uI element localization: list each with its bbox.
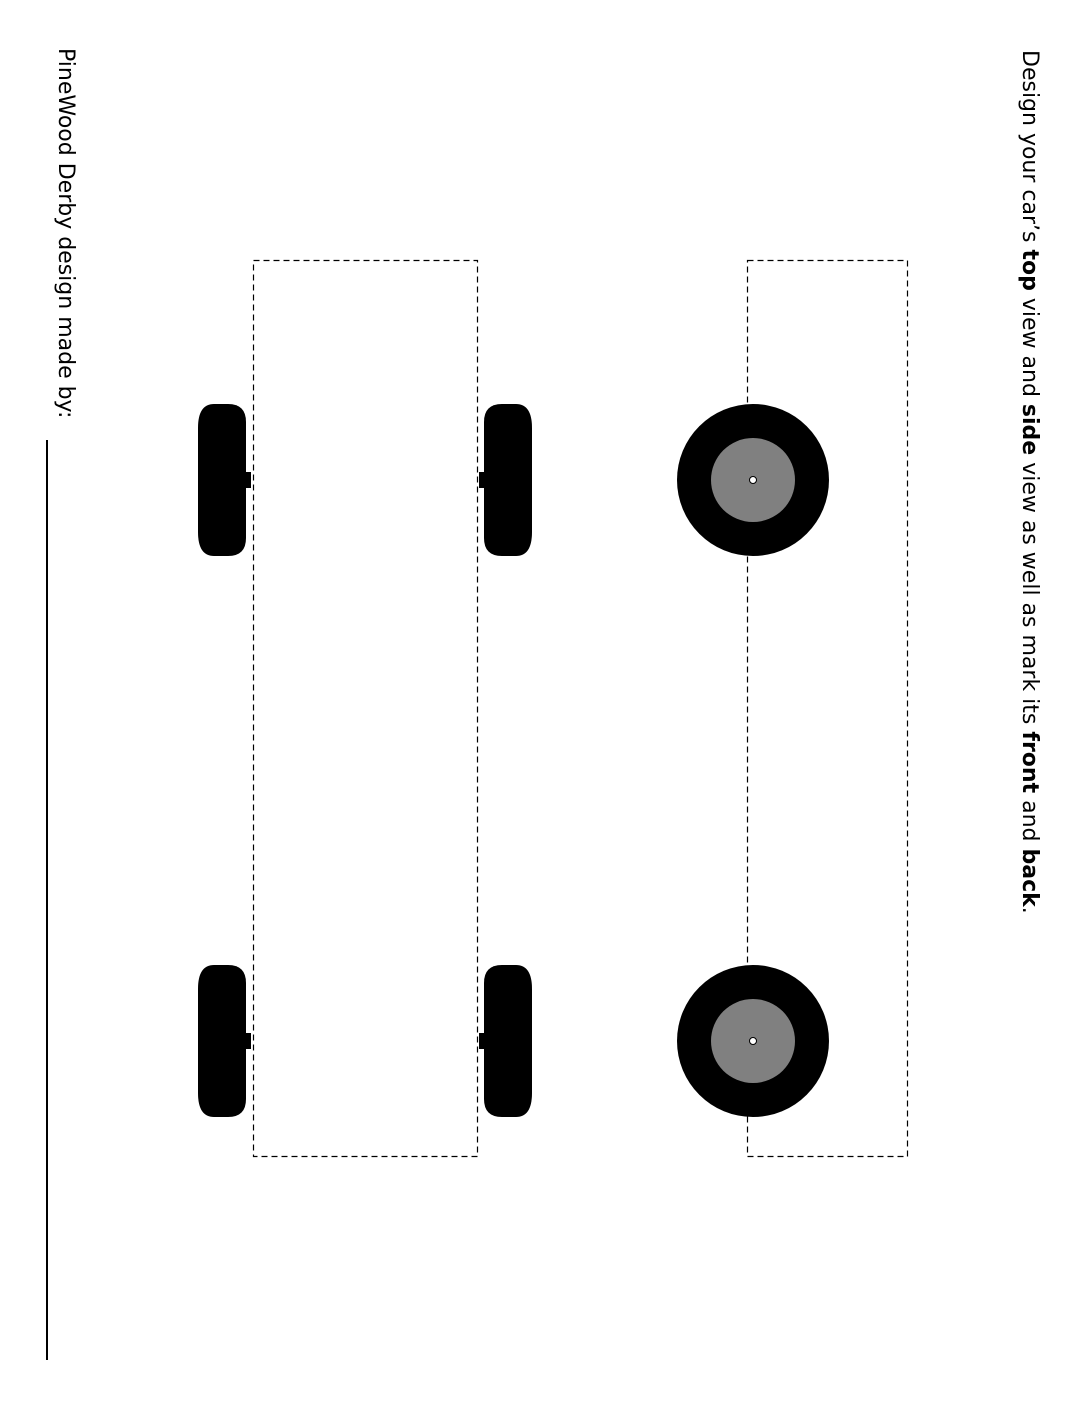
top-tire-icon xyxy=(484,965,532,1117)
axle-stub-icon xyxy=(479,1033,485,1049)
top-tire-icon xyxy=(484,404,532,556)
instr-front-word: front xyxy=(1017,731,1042,794)
instr-part-3: view as well as mark its xyxy=(1017,455,1042,732)
top-wheel-front-right xyxy=(479,404,532,556)
top-wheel-back-left xyxy=(198,965,251,1117)
instr-top-word: top xyxy=(1017,249,1042,291)
instr-back-word: back xyxy=(1017,848,1042,907)
axle-hole-icon xyxy=(750,1038,757,1045)
top-tire-icon xyxy=(198,965,246,1117)
designer-credit-label: PineWood Derby design made by: xyxy=(53,48,78,419)
side-wheel-front xyxy=(677,404,829,556)
instr-part-4: and xyxy=(1017,793,1042,849)
axle-hole-icon xyxy=(750,477,757,484)
top-wheel-front-left xyxy=(198,404,251,556)
top-view-outline[interactable] xyxy=(254,261,478,1157)
axle-stub-icon xyxy=(479,472,485,488)
instr-part-1: Design your car’s xyxy=(1017,50,1042,250)
instr-side-word: side xyxy=(1017,403,1042,456)
side-view-template xyxy=(677,261,908,1157)
instr-part-5: . xyxy=(1017,906,1042,914)
top-view-template xyxy=(198,261,532,1157)
axle-stub-icon xyxy=(245,472,251,488)
side-wheel-back xyxy=(677,965,829,1117)
instr-part-2: view and xyxy=(1017,290,1042,404)
top-wheel-back-right xyxy=(479,965,532,1117)
axle-stub-icon xyxy=(245,1033,251,1049)
designer-name-line[interactable] xyxy=(46,440,48,1360)
top-tire-icon xyxy=(198,404,246,556)
